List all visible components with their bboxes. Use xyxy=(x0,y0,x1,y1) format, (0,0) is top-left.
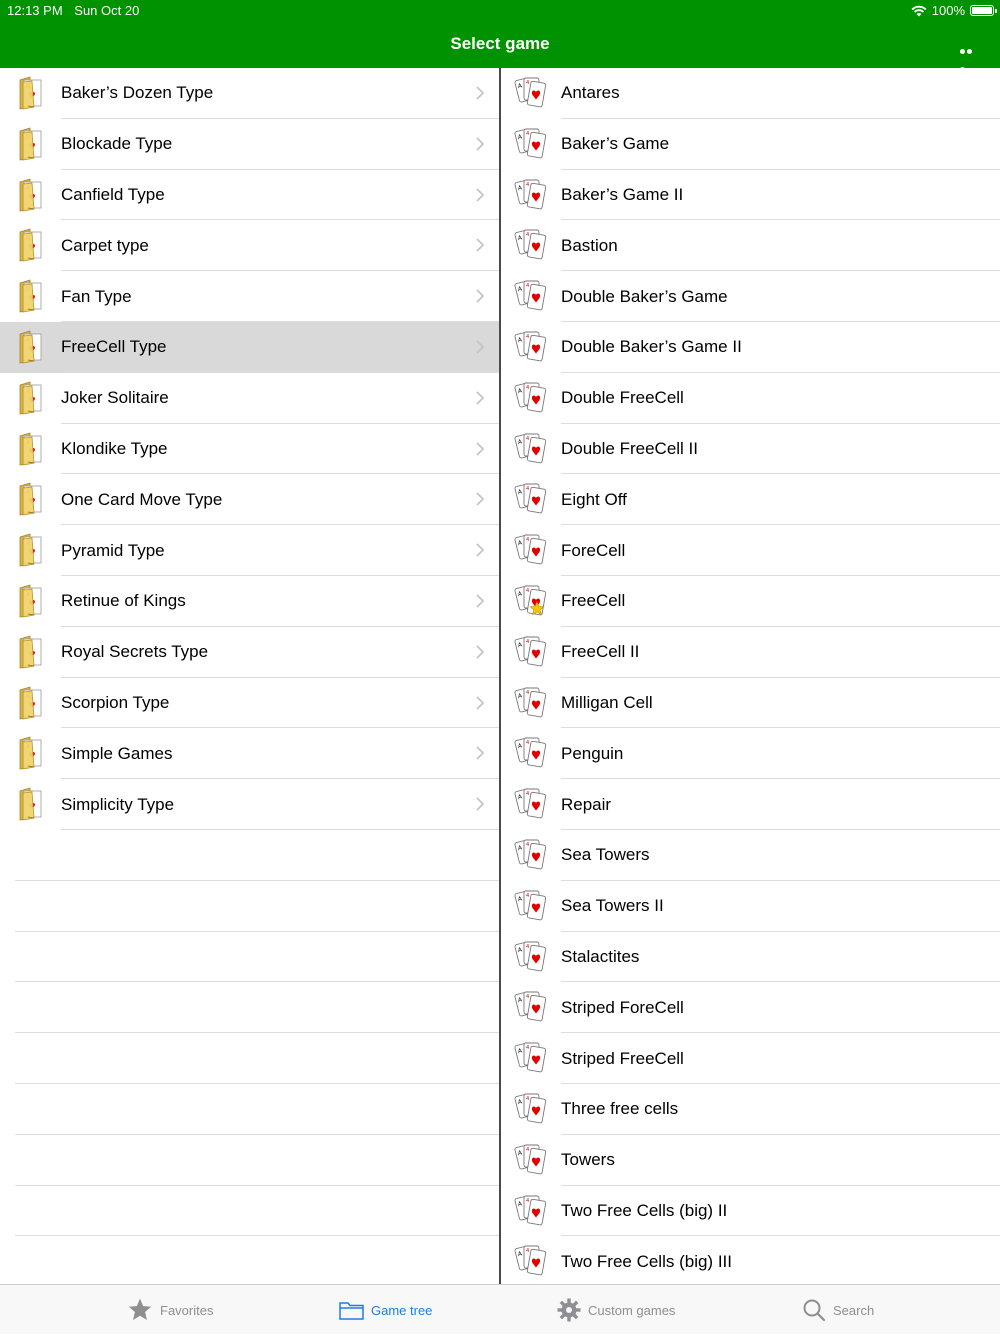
game-row[interactable] xyxy=(501,830,1000,881)
game-row[interactable] xyxy=(501,881,1000,932)
playing-cards-icon xyxy=(514,178,548,212)
svg-text:A: A xyxy=(517,1047,523,1056)
game-row[interactable] xyxy=(501,576,1000,627)
game-row[interactable] xyxy=(501,1084,1000,1135)
game-label: Milligan Cell xyxy=(561,692,653,712)
playing-cards-icon xyxy=(514,279,548,313)
card-folder-icon xyxy=(18,178,44,212)
status-date: Sun Oct 20 xyxy=(74,3,140,18)
category-label: Scorpion Type xyxy=(61,692,170,712)
svg-text:A: A xyxy=(517,82,523,91)
svg-text:A: A xyxy=(517,996,523,1005)
svg-text:4: 4 xyxy=(526,943,530,950)
svg-text:4: 4 xyxy=(526,892,530,899)
chevron-right-icon xyxy=(476,746,485,760)
tab-label: Search xyxy=(833,1302,875,1318)
card-folder-icon xyxy=(18,482,44,516)
svg-text:4: 4 xyxy=(526,841,530,848)
svg-text:4: 4 xyxy=(526,80,530,86)
svg-text:A: A xyxy=(517,539,523,548)
game-row[interactable] xyxy=(501,932,1000,983)
card-folder-icon xyxy=(18,279,44,313)
category-label: Klondike Type xyxy=(61,438,168,458)
category-label: Blockade Type xyxy=(61,134,173,154)
category-list xyxy=(0,68,499,1284)
playing-cards-icon xyxy=(514,76,548,110)
svg-text:4: 4 xyxy=(526,740,530,747)
svg-text:A: A xyxy=(517,438,523,446)
chevron-right-icon xyxy=(476,442,485,456)
tab-label: Favorites xyxy=(160,1302,214,1318)
game-label: Two Free Cells (big) III xyxy=(561,1251,732,1271)
chevron-right-icon xyxy=(476,188,485,202)
game-row[interactable] xyxy=(501,627,1000,678)
category-label: Carpet type xyxy=(61,235,149,255)
game-list xyxy=(501,68,1000,1284)
search-icon xyxy=(802,1298,826,1322)
svg-text:4: 4 xyxy=(526,587,530,594)
card-folder-icon xyxy=(18,686,44,720)
category-label: Joker Solitaire xyxy=(61,388,169,408)
game-label: Double FreeCell II xyxy=(561,438,699,458)
card-folder-icon xyxy=(18,127,44,161)
playing-cards-icon xyxy=(514,127,548,161)
category-row[interactable] xyxy=(0,678,499,729)
chevron-right-icon xyxy=(476,340,485,354)
game-label: Antares xyxy=(561,83,620,103)
game-label: Towers xyxy=(561,1150,615,1170)
category-label: Simple Games xyxy=(61,743,173,763)
game-row[interactable] xyxy=(501,322,1000,373)
category-row[interactable] xyxy=(0,271,499,322)
svg-text:4: 4 xyxy=(526,384,530,391)
card-folder-icon xyxy=(18,330,44,364)
chevron-right-icon xyxy=(476,492,485,506)
svg-text:A: A xyxy=(517,387,523,396)
svg-text:4: 4 xyxy=(526,1197,530,1204)
chevron-right-icon xyxy=(476,543,485,557)
top-bar xyxy=(0,0,1000,68)
playing-cards-icon xyxy=(514,228,548,262)
status-bar-left xyxy=(7,3,139,18)
card-folder-icon xyxy=(18,787,44,821)
game-label: FreeCell xyxy=(561,591,626,611)
gear-icon xyxy=(557,1298,581,1322)
star-icon xyxy=(127,1297,153,1323)
svg-text:4: 4 xyxy=(526,232,530,239)
category-row[interactable] xyxy=(0,119,499,170)
game-label: Repair xyxy=(561,794,612,814)
svg-text:A: A xyxy=(517,692,523,700)
tab-search[interactable] xyxy=(802,1285,874,1335)
empty-row-separator xyxy=(15,931,499,932)
svg-text:A: A xyxy=(517,488,523,497)
svg-text:A: A xyxy=(517,946,523,954)
empty-row-separator xyxy=(15,1032,499,1033)
game-row[interactable] xyxy=(501,373,1000,424)
game-label: Double FreeCell xyxy=(561,388,684,408)
svg-text:A: A xyxy=(517,1149,523,1157)
game-row[interactable] xyxy=(501,1033,1000,1084)
playing-cards-icon xyxy=(514,889,548,923)
svg-text:4: 4 xyxy=(526,689,530,696)
category-label: One Card Move Type xyxy=(61,489,223,509)
game-row[interactable] xyxy=(501,271,1000,322)
card-folder-icon xyxy=(18,76,44,110)
tab-game-tree[interactable] xyxy=(339,1285,432,1335)
card-folder-icon xyxy=(18,533,44,567)
playing-cards-icon xyxy=(514,736,548,770)
card-folder-icon xyxy=(18,228,44,262)
category-row[interactable] xyxy=(0,373,499,424)
chevron-right-icon xyxy=(476,137,485,151)
category-row[interactable] xyxy=(0,779,499,830)
playing-cards-icon xyxy=(514,635,548,669)
category-row[interactable] xyxy=(0,170,499,221)
svg-text:4: 4 xyxy=(526,1045,530,1052)
empty-row-separator xyxy=(15,880,499,881)
game-row[interactable] xyxy=(501,474,1000,525)
playing-cards-icon xyxy=(514,330,548,364)
svg-text:4: 4 xyxy=(526,791,530,798)
chevron-right-icon xyxy=(476,797,485,811)
svg-text:A: A xyxy=(517,793,523,802)
category-label: Pyramid Type xyxy=(61,540,165,560)
folder-icon xyxy=(339,1300,364,1320)
game-label: Stalactites xyxy=(561,946,640,966)
category-label: Baker’s Dozen Type xyxy=(61,83,214,103)
svg-text:A: A xyxy=(517,184,523,192)
chevron-right-icon xyxy=(476,238,485,252)
category-label: Canfield Type xyxy=(61,184,165,204)
card-folder-icon xyxy=(18,381,44,415)
game-row[interactable] xyxy=(501,424,1000,475)
category-row[interactable] xyxy=(0,68,499,119)
game-row[interactable] xyxy=(501,119,1000,170)
playing-cards-icon xyxy=(514,1092,548,1126)
game-label: Three free cells xyxy=(561,1099,679,1119)
svg-text:A: A xyxy=(517,234,523,243)
category-row[interactable] xyxy=(0,728,499,779)
category-row[interactable] xyxy=(0,576,499,627)
battery-percent: 100% xyxy=(931,3,965,18)
svg-text:4: 4 xyxy=(526,181,530,188)
svg-text:4: 4 xyxy=(526,994,530,1001)
empty-row-separator xyxy=(15,1134,499,1135)
category-row[interactable] xyxy=(0,525,499,576)
category-label: Royal Secrets Type xyxy=(61,642,209,662)
playing-cards-icon xyxy=(514,787,548,821)
playing-cards-icon xyxy=(514,381,548,415)
empty-row-separator xyxy=(15,1083,499,1084)
svg-text:4: 4 xyxy=(526,1248,530,1255)
card-folder-icon xyxy=(18,432,44,466)
empty-row-separator xyxy=(15,981,499,982)
category-label: Simplicity Type xyxy=(61,794,175,814)
game-row[interactable] xyxy=(501,728,1000,779)
playing-cards-icon xyxy=(514,1041,548,1075)
svg-text:4: 4 xyxy=(526,333,530,340)
tab-label: Game tree xyxy=(371,1302,433,1318)
game-label: Baker’s Game II xyxy=(561,184,684,204)
status-time: 12:13 PM xyxy=(7,3,63,18)
playing-cards-icon xyxy=(514,940,548,974)
category-row[interactable] xyxy=(0,474,499,525)
svg-text:4: 4 xyxy=(526,537,530,544)
category-row[interactable] xyxy=(0,322,499,373)
card-folder-icon xyxy=(18,736,44,770)
tab-label: Custom games xyxy=(588,1302,676,1318)
category-row[interactable] xyxy=(0,627,499,678)
svg-text:4: 4 xyxy=(526,130,530,137)
game-label: Bastion xyxy=(561,235,618,255)
game-row[interactable] xyxy=(501,68,1000,119)
playing-cards-icon xyxy=(514,432,548,466)
chevron-right-icon xyxy=(476,86,485,100)
category-label: Retinue of Kings xyxy=(61,591,186,611)
category-label: FreeCell Type xyxy=(61,337,167,357)
svg-text:A: A xyxy=(517,590,523,599)
svg-text:A: A xyxy=(517,1199,523,1208)
tab-favorites[interactable] xyxy=(127,1285,213,1335)
playing-cards-icon xyxy=(514,990,548,1024)
game-label: Striped FreeCell xyxy=(561,1048,684,1068)
tab-custom-games[interactable] xyxy=(557,1285,675,1335)
playing-cards-icon xyxy=(514,482,548,516)
svg-text:A: A xyxy=(517,1250,523,1259)
favorite-cards-icon xyxy=(514,584,548,618)
playing-cards-icon xyxy=(514,1194,548,1228)
game-row[interactable] xyxy=(501,982,1000,1033)
game-label: Sea Towers xyxy=(561,845,650,865)
game-label: Two Free Cells (big) II xyxy=(561,1200,728,1220)
svg-text:A: A xyxy=(517,133,523,142)
chevron-right-icon xyxy=(476,391,485,405)
game-label: ForeCell xyxy=(561,540,626,560)
game-row[interactable] xyxy=(501,1236,1000,1284)
playing-cards-icon xyxy=(514,533,548,567)
chevron-right-icon xyxy=(476,696,485,710)
card-folder-icon xyxy=(18,584,44,618)
svg-text:A: A xyxy=(517,336,523,345)
svg-text:4: 4 xyxy=(526,486,530,493)
playing-cards-icon xyxy=(514,1143,548,1177)
playing-cards-icon xyxy=(514,1244,548,1278)
game-label: FreeCell II xyxy=(561,642,640,662)
svg-text:4: 4 xyxy=(526,283,530,290)
svg-text:4: 4 xyxy=(526,1146,530,1153)
chevron-right-icon xyxy=(476,594,485,608)
svg-text:4: 4 xyxy=(526,638,530,645)
game-label: Baker’s Game xyxy=(561,134,670,154)
empty-row-separator xyxy=(15,1235,499,1236)
battery-icon xyxy=(970,5,994,16)
game-row[interactable] xyxy=(501,170,1000,221)
svg-text:A: A xyxy=(517,1098,523,1107)
tab-bar xyxy=(0,1284,1000,1334)
ellipsis-icon[interactable] xyxy=(960,41,980,49)
empty-row-separator xyxy=(15,1185,499,1186)
playing-cards-icon xyxy=(514,838,548,872)
game-label: Double Baker’s Game II xyxy=(561,337,742,357)
game-row[interactable] xyxy=(501,220,1000,271)
wifi-icon xyxy=(911,5,927,17)
game-label: Sea Towers II xyxy=(561,896,664,916)
game-label: Double Baker’s Game xyxy=(561,286,728,306)
svg-text:4: 4 xyxy=(526,435,530,442)
game-label: Striped ForeCell xyxy=(561,997,684,1017)
svg-text:A: A xyxy=(517,895,523,903)
game-row[interactable] xyxy=(501,678,1000,729)
category-row[interactable] xyxy=(0,220,499,271)
svg-text:A: A xyxy=(517,285,523,294)
chevron-right-icon xyxy=(476,645,485,659)
game-row[interactable] xyxy=(501,779,1000,830)
card-folder-icon xyxy=(18,635,44,669)
playing-cards-icon xyxy=(514,686,548,720)
category-row[interactable] xyxy=(0,424,499,475)
page-title: Select game xyxy=(450,34,550,53)
game-label: Eight Off xyxy=(561,489,627,509)
svg-text:A: A xyxy=(517,844,523,853)
svg-text:A: A xyxy=(517,742,523,751)
game-row[interactable] xyxy=(501,1135,1000,1186)
game-row[interactable] xyxy=(501,525,1000,576)
svg-text:A: A xyxy=(517,641,523,650)
category-label: Fan Type xyxy=(61,286,132,306)
game-row[interactable] xyxy=(501,1186,1000,1237)
svg-text:4: 4 xyxy=(526,1095,530,1102)
status-bar-right xyxy=(911,3,994,18)
chevron-right-icon xyxy=(476,289,485,303)
game-label: Penguin xyxy=(561,743,624,763)
